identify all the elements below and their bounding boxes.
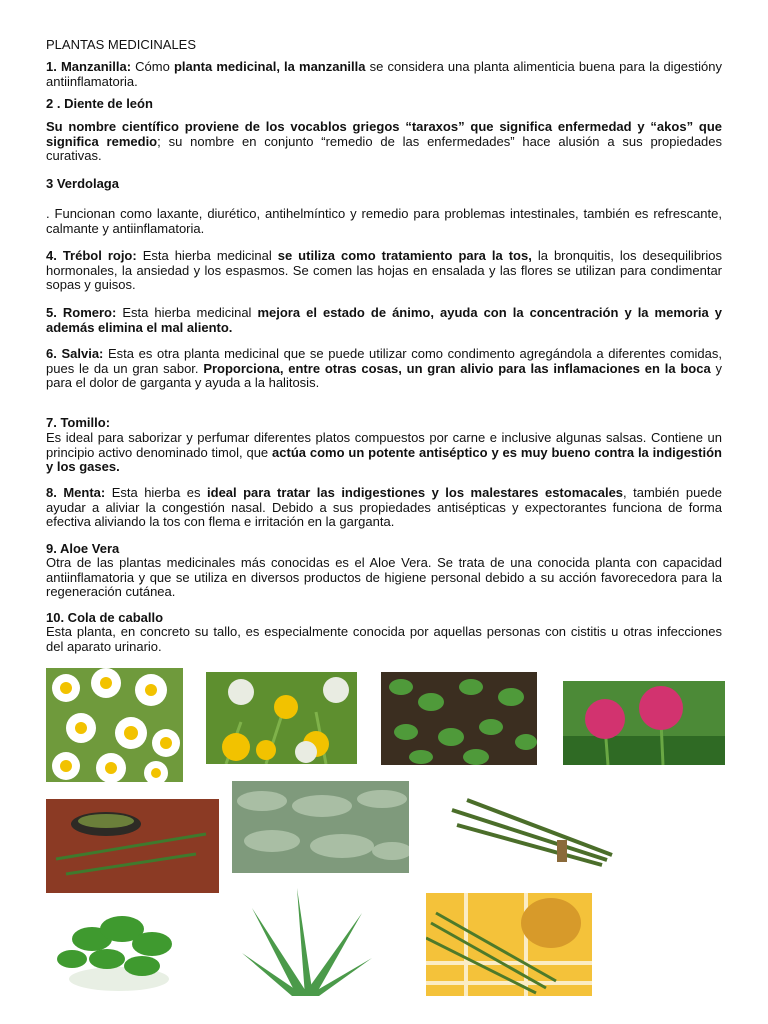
- aloe-vera-image: [237, 878, 376, 996]
- text: y para el dolor de garganta y ayuda a la halitosis.: [46, 360, 722, 391]
- rosemary-image: [46, 799, 219, 893]
- heading-text: 7. Tomillo:: [46, 415, 111, 430]
- heading-text: 2 . Diente de león: [46, 96, 153, 111]
- heading-text: 4. Trébol rojo:: [46, 248, 137, 263]
- section-romero: [46, 306, 722, 335]
- bold-text: planta medicinal, la manzanilla: [173, 59, 366, 74]
- text: Esta es otra planta medicinal que se puede utilizar como condimento agregándola a diferentes comidas, pues le da un gran sabor.: [46, 346, 722, 376]
- heading-text: 5. Romero:: [46, 305, 117, 320]
- heading-text: 8. Menta:: [46, 485, 106, 500]
- section-manzanilla: [46, 60, 722, 89]
- text: se considera una planta alimenticia buena para la digestióny antiinflamatoria.: [46, 59, 722, 89]
- section-diente-de-leon: [46, 120, 722, 164]
- section-salvia: [46, 347, 722, 391]
- bold-text: mejora el estado de ánimo, ayuda con la concentración y la memoria y además elimina el mal aliento.: [46, 305, 722, 335]
- chamomile-image: [46, 668, 183, 782]
- bold-text: ideal para tratar las indigestiones y los malestares estomacales: [207, 485, 624, 500]
- heading-manzanilla: 1. Manzanilla:: [46, 59, 132, 74]
- text: ; su nombre en conjunto “remedio de las enfermedades” hace alusión a sus propiedades curativas.: [46, 133, 723, 164]
- section-verdolaga: . Funcionan como laxante, diurético, antihelmíntico y remedio para problemas intestinales, también es refrescante, calmante y antiinflamatoria.: [46, 206, 722, 236]
- text: Esta hierba medicinal: [116, 305, 258, 320]
- red-clover-image: [563, 681, 725, 765]
- text: la bronquitis, los desequilibrios hormonales, la ansiedad y los espasmos. Se comen las hojas en ensalada y las flores se utilizan para condimentar sopas y guisos.: [46, 248, 723, 293]
- text: Es ideal para saborizar y perfumar diferentes platos compuestos por carne e inclusive algunas salsas. Contiene un principio activo denominado timol, que: [46, 430, 722, 460]
- section-cola-de-caballo: Esta planta, en concreto su tallo, es especialmente conocida por aquellas personas con cistitis u otras infecciones del aparato urinario.: [46, 624, 722, 654]
- horsetail-image: [426, 893, 592, 996]
- heading-diente-de-leon: [46, 97, 722, 112]
- heading-tomillo: [46, 416, 722, 431]
- heading-verdolaga: [46, 177, 722, 192]
- purslane-image: [381, 672, 537, 765]
- dandelion-image: [206, 672, 357, 764]
- section-tomillo: [46, 431, 722, 475]
- thyme-image: [437, 785, 625, 877]
- bold-text: Su nombre científico proviene de los vocablos griegos “taraxos” que significa enfermedad y “akos” que significa remedio: [46, 119, 722, 149]
- heading-text: 10. Cola de caballo: [46, 610, 164, 625]
- text: Esta hierba medicinal: [136, 248, 278, 263]
- heading-text: 3 Verdolaga: [46, 176, 119, 191]
- section-aloe-vera: Otra de las plantas medicinales más conocidas es el Aloe Vera. Se trata de una conocida planta con capacidad antiinflamatoria y que se utiliza en diversos productos de higiene personal debido a su acción favorecedora para la regeneración cutánea.: [46, 555, 722, 600]
- sage-image: [232, 781, 409, 873]
- heading-text: 9. Aloe Vera: [46, 541, 120, 556]
- bold-text: Proporciona, entre otras cosas, un gran alivio para las inflamaciones en la boca: [203, 360, 711, 376]
- page-title: PLANTAS MEDICINALES: [46, 37, 197, 52]
- bold-text: actúa como un potente antiséptico y es muy bueno contra la indigestión y los gases.: [46, 444, 722, 475]
- mint-image: [42, 904, 196, 994]
- text: Cómo: [131, 59, 174, 74]
- heading-text: 6. Salvia:: [46, 346, 104, 361]
- bold-text: se utiliza como tratamiento para la tos,: [277, 248, 532, 263]
- section-trebol-rojo: [46, 249, 722, 293]
- text: , también puede ayudar a aliviar la congestión nasal. Debido a sus propiedades antisépticas y expectorantes funciona de forma efectiva aliviando la tos con flema e irritación en la garganta.: [46, 485, 722, 530]
- text: Esta hierba es: [105, 485, 208, 500]
- section-menta: [46, 486, 722, 530]
